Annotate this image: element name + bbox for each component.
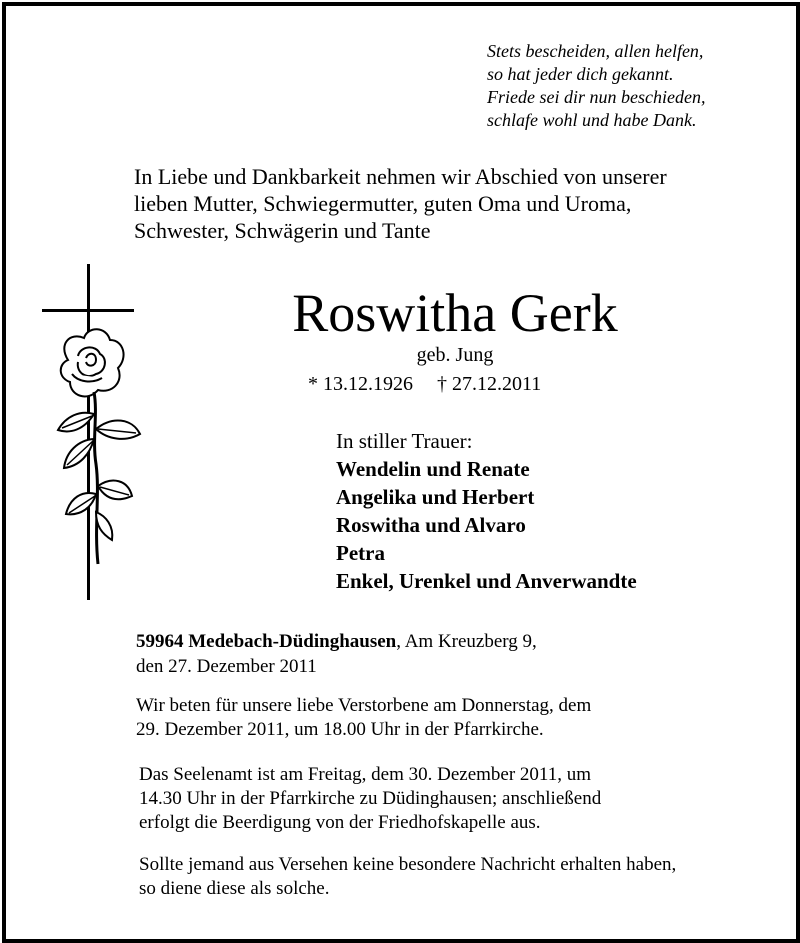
born-name: geb. Jung [416, 344, 494, 366]
notice-line: erfolgt die Beerdigung von der Friedhofskapelle aus. [139, 812, 541, 833]
address-place: 59964 Medebach-Düdinghausen [136, 631, 397, 652]
mourner-name: Wendelin und Renate [336, 457, 530, 481]
intro-text [134, 163, 774, 244]
notice-line: so diene diese als solche. [139, 878, 330, 899]
intro-line: lieben Mutter, Schwiegermutter, guten Oma und Uroma, [134, 191, 632, 216]
poem-line: so hat jeder dich gekannt. [487, 64, 674, 84]
address-block [136, 629, 776, 679]
deceased-name: Roswitha Gerk [292, 283, 618, 343]
notice-line: 29. Dezember 2011, um 18.00 Uhr in der Pfarrkirche. [136, 719, 544, 740]
mourners-label: In stiller Trauer: [336, 429, 473, 453]
requiem-notice [139, 763, 779, 835]
address-street: , Am Kreuzberg 9, [396, 631, 537, 652]
prayer-notice [136, 694, 776, 742]
notice-line: 14.30 Uhr in der Pfarrkirche zu Düdinghausen; anschließend [139, 788, 602, 809]
poem-line: schlafe wohl und habe Dank. [487, 110, 697, 130]
closing-note [139, 853, 779, 901]
address-date: den 27. Dezember 2011 [136, 656, 317, 677]
notice-line: Wir beten für unsere liebe Verstorbene am Donnerstag, dem [136, 695, 592, 716]
life-dates [308, 371, 708, 397]
mourners [336, 427, 776, 595]
mourner-name: Enkel, Urenkel und Anverwandte [336, 569, 637, 593]
intro-line: Schwester, Schwägerin und Tante [134, 218, 431, 243]
notice-line: Sollte jemand aus Versehen keine besondere Nachricht erhalten haben, [139, 854, 677, 875]
mourner-name: Petra [336, 541, 385, 565]
poem-line: Friede sei dir nun beschieden, [487, 87, 706, 107]
birth-date: * 13.12.1926 [308, 373, 413, 395]
intro-line: In Liebe und Dankbarkeit nehmen wir Abschied von unserer [134, 164, 667, 189]
death-date: † 27.12.2011 [437, 373, 542, 395]
mourner-name: Roswitha und Alvaro [336, 513, 526, 537]
poem-line: Stets bescheiden, allen helfen, [487, 41, 704, 61]
notice-line: Das Seelenamt ist am Freitag, dem 30. Dezember 2011, um [139, 764, 592, 785]
mourner-name: Angelika und Herbert [336, 485, 535, 509]
poem [487, 40, 787, 132]
obituary-frame [2, 2, 800, 943]
